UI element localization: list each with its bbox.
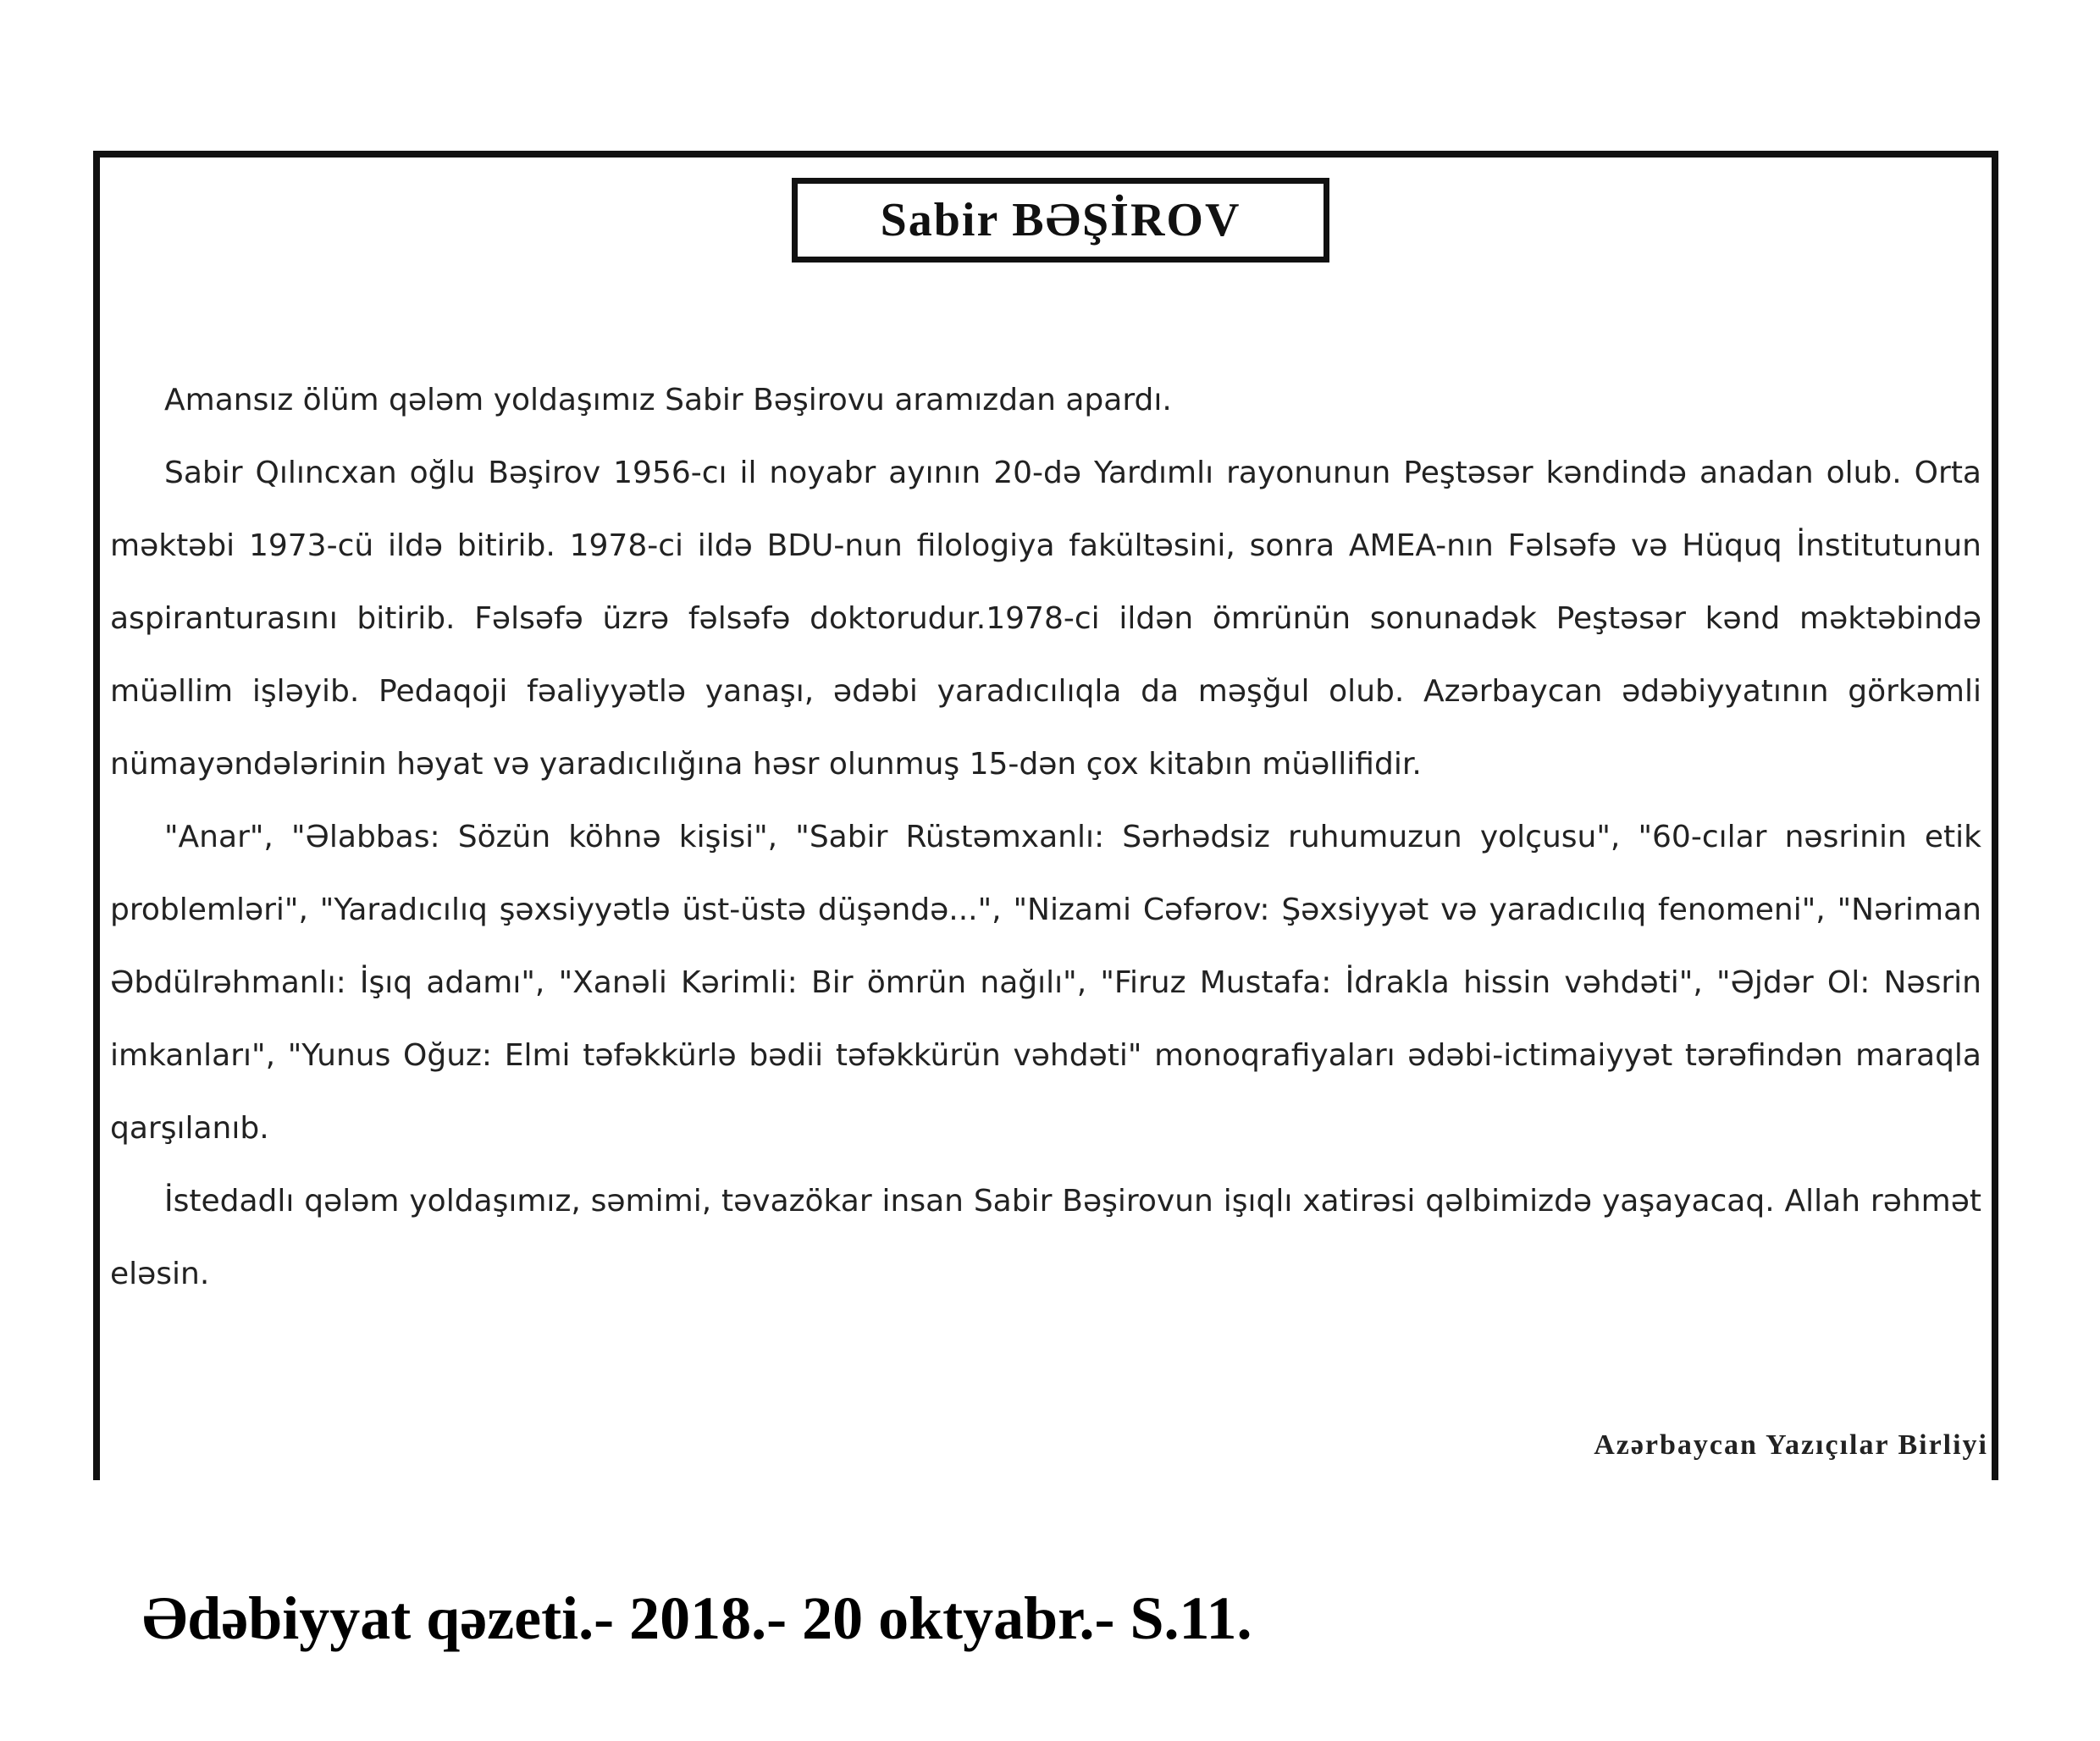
paragraph-1: Amansız ölüm qələm yoldaşımız Sabir Bəşirovu aramızdan apardı. <box>164 383 1172 417</box>
signature: Azərbaycan Yazıçılar Birliyi <box>1594 1429 1988 1461</box>
source-citation: Ədəbiyyat qəzeti.- 2018.- 20 oktyabr.- S.11. <box>142 1584 1252 1652</box>
obituary-title: Sabir BƏŞİROV <box>880 194 1241 246</box>
paragraph-3: "Anar", "Əlabbas: Sözün köhnə kişisi", "Sabir Rüstəmxanlı: Sərhədsiz ruhumuzun yolçusu", "60-cılar nəsrinin etik problemləri", "Yaradıcılıq şəxsiyyətlə üst-üstə düşəndə...", "Nizami Cəfərov: Şəxsiyyət və yaradıcılıq fenomeni", "Nəriman Əbdülrəhmanlı: İşıq adamı", "Xanəli Kərimli: Bir ömrün nağılı", "Firuz Mustafa: İdrakla hissin vəhdəti", "Əjdər Ol: Nəsrin imkanları", "Yunus Oğuz: Elmi təfəkkürlə bədii təfəkkürün vəhdəti" monoqrafiyaları ədəbi-ictimaiyyət tərəfindən maraqla qarşılanıb. <box>110 820 1981 1146</box>
obituary-body <box>110 364 1981 1311</box>
paragraph-2: Sabir Qılıncxan oğlu Bəşirov 1956-cı il noyabr ayının 20-də Yardımlı rayonunun Peştəsər kəndində anadan olub. Orta məktəbi 1973-cü ildə bitirib. 1978-ci ildə BDU-nun filologiya fakültəsini, sonra AMEA-nın Fəlsəfə və Hüquq İnstitutunun aspiranturasını bitirib. Fəlsəfə üzrə fəlsəfə doktorudur.1978-ci ildən ömrünün sonunadək Peştəsər kənd məktəbində müəllim işləyib. Pedaqoji fəaliyyətlə yanaşı, ədəbi yaradıcılıqla da məşğul olub. Azərbaycan ədəbiyyatının görkəmli nümayəndələrinin həyat və yaradıcılığına həsr olunmuş 15-dən çox kitabın müəllifidir. <box>110 456 1981 782</box>
title-box <box>792 178 1329 263</box>
paragraph-4: İstedadlı qələm yoldaşımız, səmimi, təvazökar insan Sabir Bəşirovun işıqlı xatirəsi qəlbimizdə yaşayacaq. Allah rəhmət eləsin. <box>110 1184 1981 1291</box>
